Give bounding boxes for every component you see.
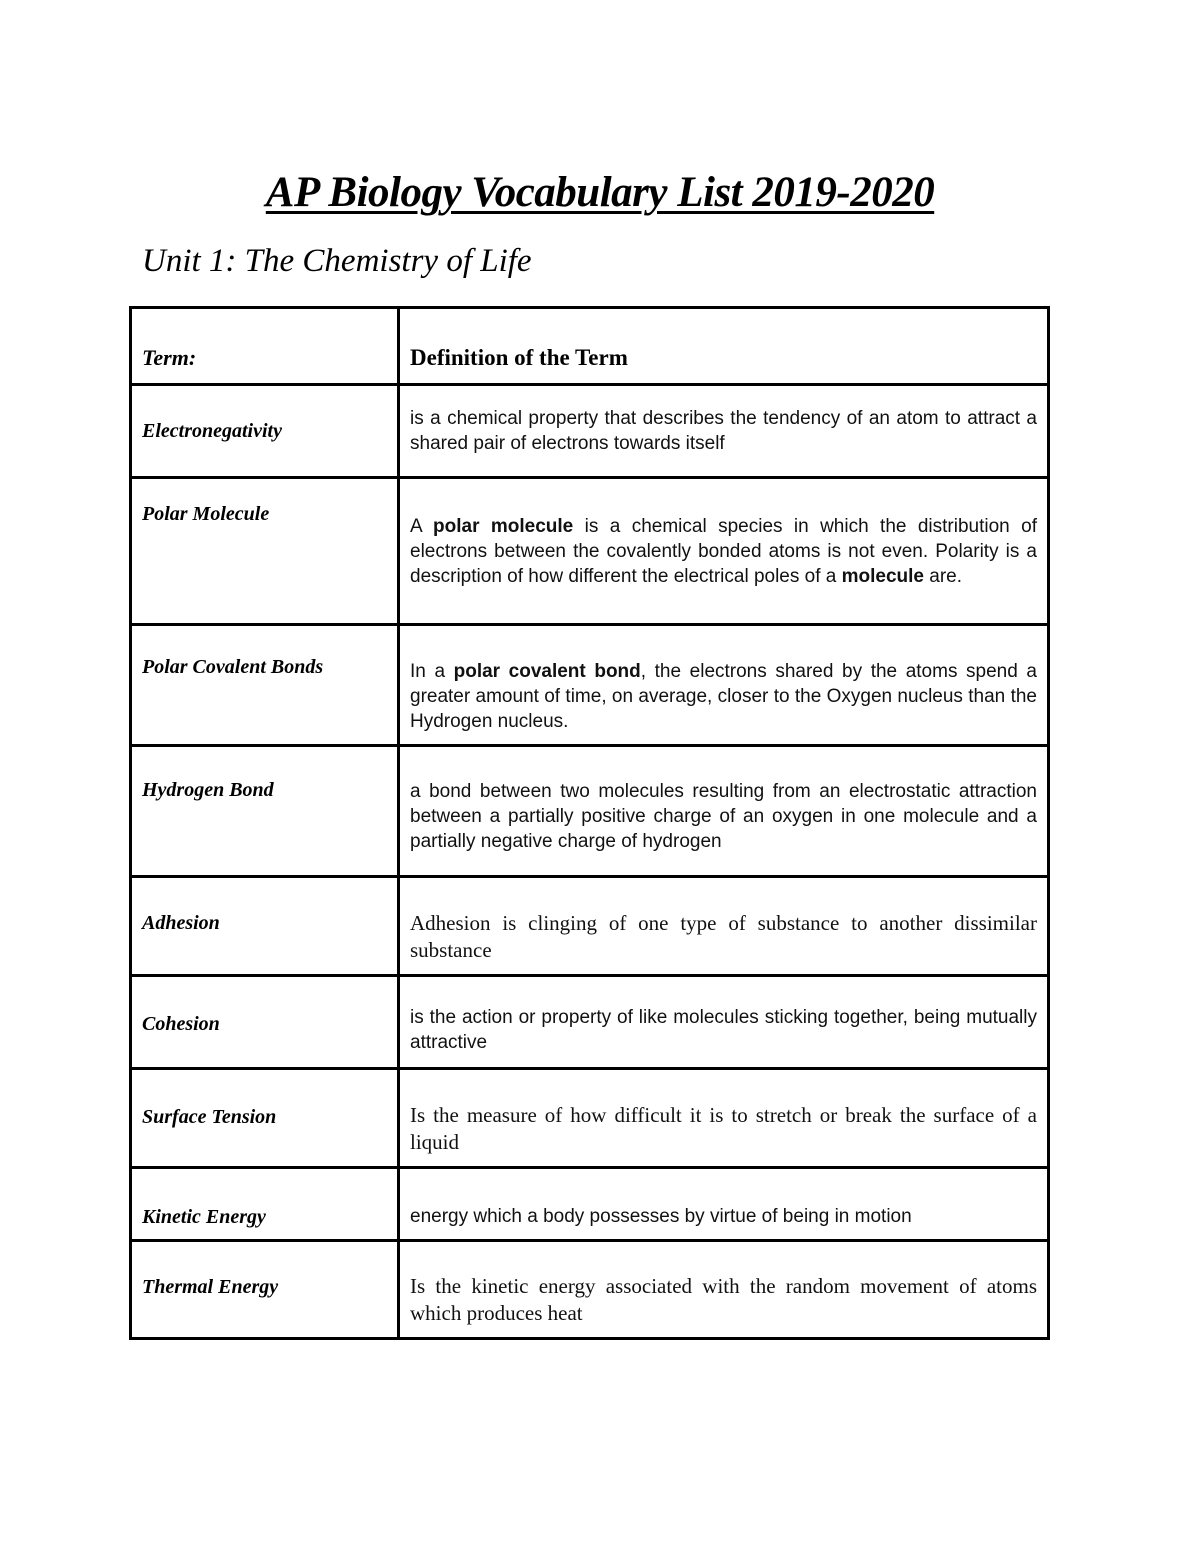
table-row xyxy=(131,625,1049,746)
table-row xyxy=(131,877,1049,976)
header-term xyxy=(131,308,399,385)
definition-text: , the electrons shared by the atoms spend a greater amount of time, on average, closer to the Oxygen nucleus than the Hydrogen nucleus. xyxy=(410,661,1037,732)
definition-cell: a bond between two molecules resulting from an electrostatic attraction between a partially positive charge of an oxygen in one molecule and a partially negative charge of hydrogen xyxy=(399,746,1049,877)
definition-cell: Adhesion is clinging of one type of substance to another dissimilar substance xyxy=(399,877,1049,976)
header-definition xyxy=(399,308,1049,385)
definition-text: are. xyxy=(924,565,963,587)
definition-cell: is the action or property of like molecules sticking together, being mutually attractive xyxy=(399,976,1049,1069)
term-cell: Kinetic Energy xyxy=(131,1168,399,1241)
term-cell: Hydrogen Bond xyxy=(131,746,399,877)
term-cell: Polar Covalent Bonds xyxy=(131,625,399,746)
header-definition-text: Definition of the Term xyxy=(410,345,628,370)
definition-text: A xyxy=(410,515,434,537)
table-row xyxy=(131,1168,1049,1241)
term-cell: Thermal Energy xyxy=(131,1241,399,1339)
header-term-text: Term: xyxy=(142,345,197,370)
definition-text: is a chemical species in which the distribution of electrons between the covalently bonded atoms is not even. Polarity is a description of how different the electrical poles of a xyxy=(410,515,1037,587)
definition-cell: Is the kinetic energy associated with the random movement of atoms which produces heat xyxy=(399,1241,1049,1339)
table-row xyxy=(131,478,1049,625)
table-row xyxy=(131,746,1049,877)
term-cell: Cohesion xyxy=(131,976,399,1069)
term-cell: Electronegativity xyxy=(131,385,399,478)
definition-cell: energy which a body possesses by virtue of being in motion xyxy=(399,1168,1049,1241)
table-header-row xyxy=(131,308,1049,385)
definition-bold-text: polar covalent bond xyxy=(453,661,641,682)
table-row xyxy=(131,1241,1049,1339)
term-cell: Adhesion xyxy=(131,877,399,976)
document-title-text: AP Biology Vocabulary List 2019-2020 xyxy=(265,169,935,216)
vocabulary-table xyxy=(129,306,1050,1340)
definition-cell xyxy=(399,478,1049,625)
unit-heading: Unit 1: The Chemistry of Life xyxy=(142,243,532,279)
definition-text: In a xyxy=(410,661,454,682)
table-row xyxy=(131,1069,1049,1168)
term-cell: Surface Tension xyxy=(131,1069,399,1168)
definition-bold-text: polar molecule xyxy=(433,515,574,537)
table-row xyxy=(131,976,1049,1069)
definition-cell xyxy=(399,625,1049,746)
term-cell: Polar Molecule xyxy=(131,478,399,625)
definition-cell: is a chemical property that describes the tendency of an atom to attract a shared pair of electrons towards itself xyxy=(399,385,1049,478)
document-title xyxy=(0,168,1200,217)
definition-bold-text: molecule xyxy=(841,565,924,587)
table-row xyxy=(131,385,1049,478)
definition-cell: Is the measure of how difficult it is to stretch or break the surface of a liquid xyxy=(399,1069,1049,1168)
